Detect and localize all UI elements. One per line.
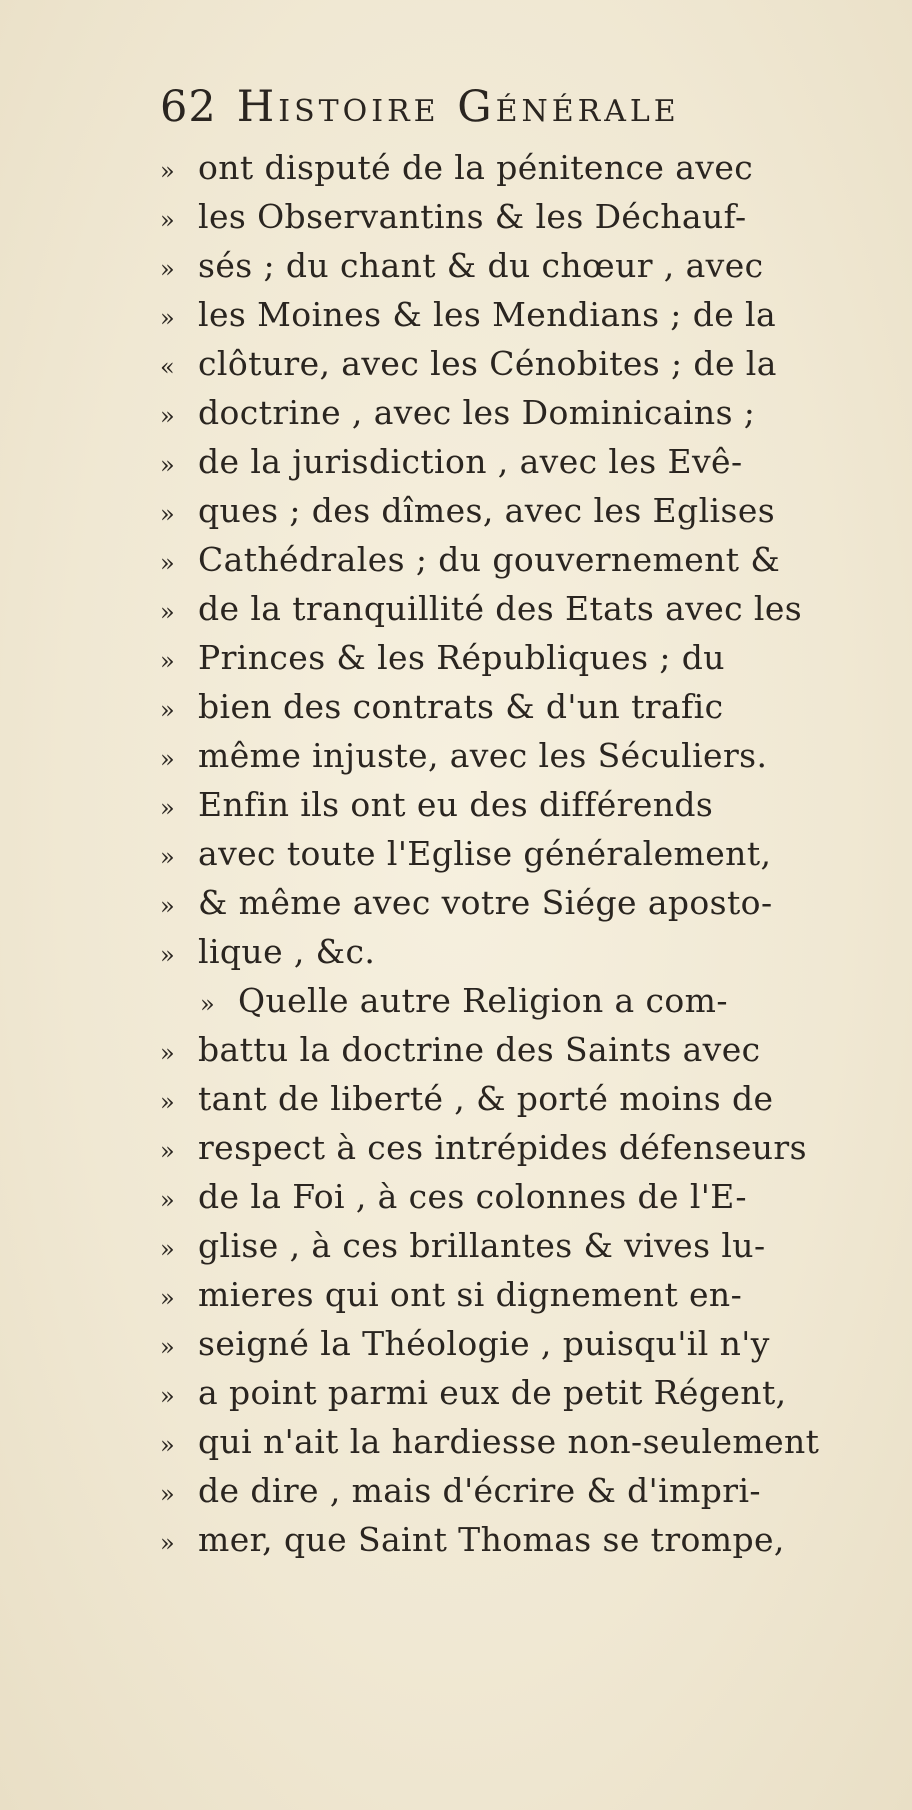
quote-mark: » — [160, 892, 175, 920]
quote-mark: » — [160, 1431, 175, 1459]
text-line — [160, 143, 860, 192]
line-text: ont disputé de la pénitence avec — [198, 148, 754, 187]
line-text: mer, que Saint Thomas se trompe, — [198, 1520, 785, 1559]
quote-mark: » — [160, 549, 175, 577]
text-line — [160, 1074, 860, 1123]
line-text: qui n'ait la hardiesse non-seulement — [198, 1422, 820, 1461]
text-line — [160, 731, 860, 780]
text-line — [160, 976, 860, 1025]
text-line — [160, 633, 860, 682]
quote-mark: » — [160, 794, 175, 822]
quote-mark: » — [160, 1235, 175, 1263]
text-line — [160, 1319, 860, 1368]
quote-mark: » — [160, 255, 175, 283]
line-text: Quelle autre Religion a com- — [238, 981, 728, 1020]
quote-mark: » — [160, 1186, 175, 1214]
quote-mark: » — [160, 1284, 175, 1312]
quote-mark: » — [160, 1382, 175, 1410]
line-text: tant de liberté , & porté moins de — [198, 1079, 774, 1118]
quote-mark: » — [160, 1088, 175, 1116]
line-text: Enfin ils ont eu des différends — [198, 785, 714, 824]
text-line — [160, 535, 860, 584]
line-text: & même avec votre Siége aposto- — [198, 883, 773, 922]
quote-mark: » — [160, 500, 175, 528]
quote-mark: » — [160, 206, 175, 234]
text-line — [160, 1368, 860, 1417]
text-line — [160, 927, 860, 976]
line-text: doctrine , avec les Dominicains ; — [198, 393, 756, 432]
quote-mark: « — [160, 353, 175, 381]
text-line — [160, 486, 860, 535]
quote-mark: » — [160, 402, 175, 430]
text-line — [160, 878, 860, 927]
running-head — [160, 82, 800, 138]
text-line — [160, 1123, 860, 1172]
text-line — [160, 1221, 860, 1270]
line-text: mieres qui ont si dignement en- — [198, 1275, 743, 1314]
line-text: Princes & les Républiques ; du — [198, 638, 725, 677]
line-text: Cathédrales ; du gouvernement & — [198, 540, 781, 579]
quote-mark: » — [160, 1333, 175, 1361]
text-line — [160, 339, 860, 388]
quote-mark: » — [160, 598, 175, 626]
line-text: même injuste, avec les Séculiers. — [198, 736, 768, 775]
line-text: les Moines & les Mendians ; de la — [198, 295, 777, 334]
quote-mark: » — [160, 941, 175, 969]
body-text — [160, 143, 860, 1564]
text-line — [160, 682, 860, 731]
line-text: seigné la Théologie , puisqu'il n'y — [198, 1324, 770, 1363]
quote-mark: » — [160, 647, 175, 675]
line-text: ques ; des dîmes, avec les Eglises — [198, 491, 776, 530]
text-line — [160, 1515, 860, 1564]
line-text: de la tranquillité des Etats avec les — [198, 589, 803, 628]
running-head-title: Histoire Générale — [236, 82, 680, 132]
text-line — [160, 1466, 860, 1515]
quote-mark: » — [160, 1137, 175, 1165]
quote-mark: » — [200, 990, 215, 1018]
line-text: sés ; du chant & du chœur , avec — [198, 246, 764, 285]
line-text: de la jurisdiction , avec les Evê- — [198, 442, 743, 481]
text-line — [160, 584, 860, 633]
line-text: de dire , mais d'écrire & d'impri- — [198, 1471, 761, 1510]
line-text: clôture, avec les Cénobites ; de la — [198, 344, 777, 383]
text-line — [160, 290, 860, 339]
text-line — [160, 1417, 860, 1466]
text-line — [160, 1172, 860, 1221]
line-text: battu la doctrine des Saints avec — [198, 1030, 761, 1069]
quote-mark: » — [160, 1039, 175, 1067]
text-line — [160, 780, 860, 829]
quote-mark: » — [160, 745, 175, 773]
line-text: avec toute l'Eglise généralement, — [198, 834, 772, 873]
line-text: de la Foi , à ces colonnes de l'E- — [198, 1177, 747, 1216]
text-line — [160, 192, 860, 241]
line-text: lique , &c. — [198, 932, 376, 971]
text-line — [160, 241, 860, 290]
text-line — [160, 1025, 860, 1074]
line-text: les Observantins & les Déchauf- — [198, 197, 747, 236]
text-line — [160, 388, 860, 437]
quote-mark: » — [160, 696, 175, 724]
quote-mark: » — [160, 843, 175, 871]
text-line — [160, 1270, 860, 1319]
quote-mark: » — [160, 451, 175, 479]
line-text: respect à ces intrépides défenseurs — [198, 1128, 807, 1167]
quote-mark: » — [160, 157, 175, 185]
line-text: a point parmi eux de petit Régent, — [198, 1373, 787, 1412]
quote-mark: » — [160, 1480, 175, 1508]
line-text: bien des contrats & d'un trafic — [198, 687, 724, 726]
line-text: glise , à ces brillantes & vives lu- — [198, 1226, 766, 1265]
text-line — [160, 829, 860, 878]
quote-mark: » — [160, 304, 175, 332]
quote-mark: » — [160, 1529, 175, 1557]
text-line — [160, 437, 860, 486]
page-number: 62 — [160, 82, 217, 132]
